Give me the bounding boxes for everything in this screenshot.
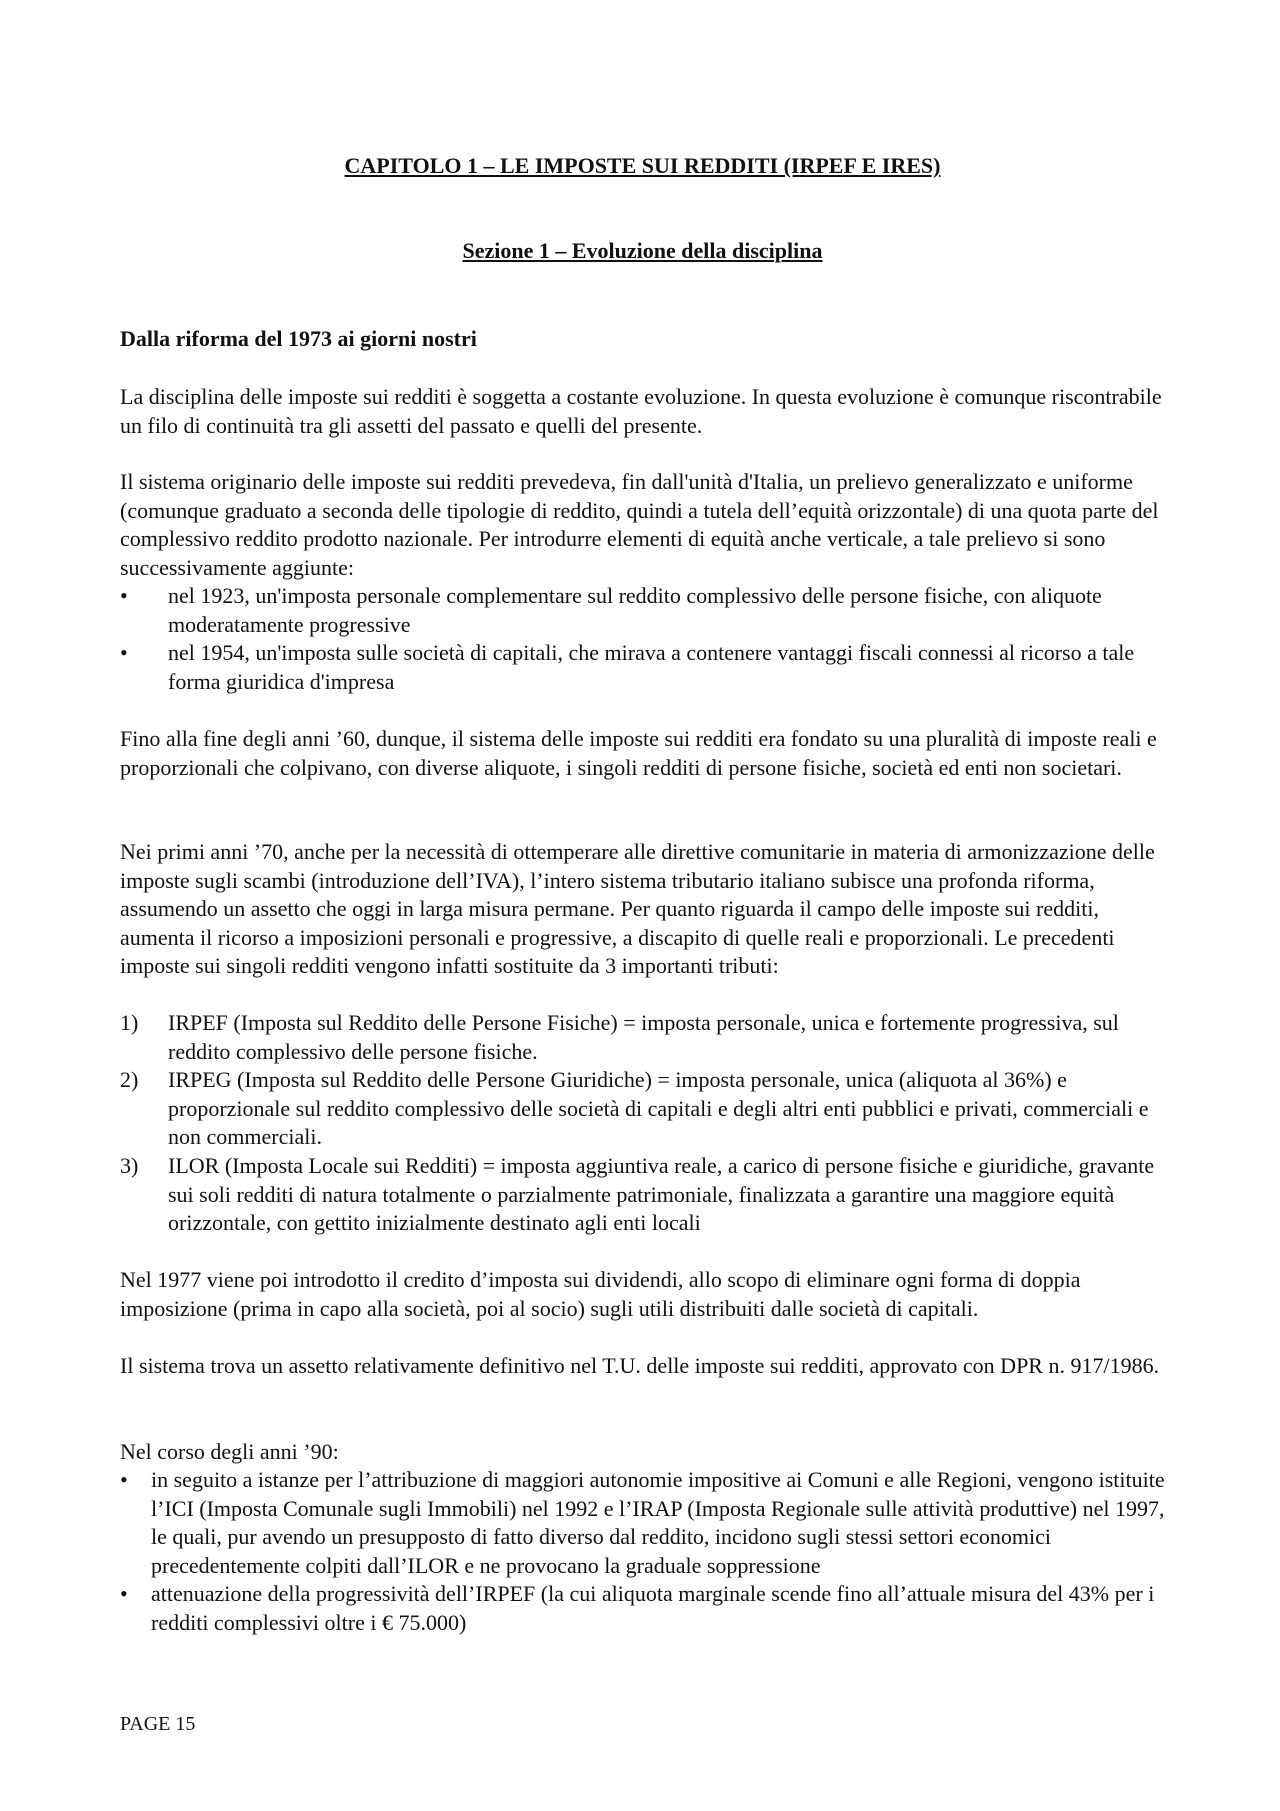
list-item-text: IRPEF (Imposta sul Reddito delle Persone Fisiche) = imposta personale, unica e fortemente progressiva, sul reddito complessivo delle persone fisiche. [168, 1010, 1119, 1064]
paragraph-4: Nei primi anni ’70, anche per la necessità di ottemperare alle direttive comunitarie in materia di armonizzazione delle imposte sugli scambi (introduzione dell’IVA), l’intero sistema tributario italiano subisce una profonda riforma, assumendo un assetto che oggi in larga misura permane. Per quanto riguarda il campo delle imposte sui redditi, aumenta il ricorso a imposizioni personali e progressive, a discapito di quelle reali e proporzionali. Le precedenti imposte sui singoli redditi vengono infatti sostituite da 3 importanti tributi: [120, 839, 1155, 979]
paragraph-7: Nel corso degli anni ’90: [120, 1439, 339, 1464]
bullet-marker: • [120, 1467, 128, 1492]
list-item-text: attenuazione della progressività dell’IRPEF (la cui aliquota marginale scende fino all’attuale misura del 43% per i redditi complessivi oltre i € 75.000) [151, 1581, 1155, 1635]
subsection-title: Dalla riforma del 1973 ai giorni nostri [120, 326, 477, 351]
list-item-text: nel 1923, un'imposta personale complementare sul reddito complessivo delle persone fisiche, con aliquote moderatamente progressive [168, 583, 1102, 637]
bullet-list-2 [120, 1466, 1165, 1638]
bullet-marker: • [120, 640, 128, 666]
list-item [120, 639, 1165, 696]
list-item-text: in seguito a istanze per l’attribuzione di maggiori autonomie impositive ai Comuni e alle Regioni, vengono istituite l’ICI (Imposta Comunale sugli Immobili) nel 1992 e l’IRAP (Imposta Regionale sulle attività produttive) nel 1997, le quali, pur avendo un presupposto di fatto diverso dal reddito, incidono sugli stessi settori economici precedentemente colpiti dall’ILOR e ne provocano la graduale soppressione [151, 1467, 1165, 1578]
section-title: Sezione 1 – Evoluzione della disciplina [462, 238, 823, 263]
list-item [120, 1466, 1165, 1580]
bullet-marker: • [120, 583, 128, 608]
chapter-title: CAPITOLO 1 – LE IMPOSTE SUI REDDITI (IRPEF E IRES) [344, 153, 941, 178]
list-item [120, 1580, 1165, 1637]
bullet-list-1 [120, 582, 1165, 696]
list-item [120, 582, 1165, 639]
page-number-footer: PAGE 15 [120, 1713, 196, 1735]
list-item-text: IRPEG (Imposta sul Reddito delle Persone Giuridiche) = imposta personale, unica (aliquota al 36%) e proporzionale sul reddito complessivo delle società di capitali e degli altri enti pubblici e privati, commerciali e non commerciali. [168, 1067, 1149, 1150]
bullet-marker: • [120, 1581, 128, 1607]
number-marker: 1) [120, 1010, 139, 1035]
list-item-text: nel 1954, un'imposta sulle società di capitali, che mirava a contenere vantaggi fiscali connessi al ricorso a tale forma giuridica d'impresa [168, 640, 1135, 694]
list-item [120, 1009, 1165, 1066]
list-item-text: ILOR (Imposta Locale sui Redditi) = imposta aggiuntiva reale, a carico di persone fisiche e giuridiche, gravante sui soli redditi di natura totalmente o parzialmente patrimoniale, finalizzata a garantire una maggiore equità orizzontale, con gettito inizialmente destinato agli enti locali [168, 1152, 1155, 1236]
paragraph-3: Fino alla fine degli anni ’60, dunque, il sistema delle imposte sui redditi era fondato su una pluralità di imposte reali e proporzionali che colpivano, con diverse aliquote, i singoli redditi di persone fisiche, società ed enti non societari. [120, 726, 1157, 780]
paragraph-5: Nel 1977 viene poi introdotto il credito d’imposta sui dividendi, allo scopo di eliminare ogni forma di doppia imposizione (prima in capo alla società, poi al socio) sugli utili distribuiti dalle società di capitali. [120, 1267, 1081, 1321]
paragraph-6: Il sistema trova un assetto relativamente definitivo nel T.U. delle imposte sui redditi, approvato con DPR n. 917/1986. [120, 1353, 1160, 1378]
number-marker: 2) [120, 1067, 139, 1093]
number-marker: 3) [120, 1152, 139, 1178]
list-item [120, 1152, 1165, 1238]
list-item [120, 1066, 1165, 1152]
numbered-list [120, 1009, 1165, 1238]
paragraph-1: La disciplina delle imposte sui redditi è soggetta a costante evoluzione. In questa evoluzione è comunque riscontrabile un filo di continuità tra gli assetti del passato e quelli del presente. [120, 384, 1162, 438]
paragraph-2: Il sistema originario delle imposte sui redditi prevedeva, fin dall'unità d'Italia, un prelievo generalizzato e uniforme (comunque graduato a seconda delle tipologie di reddito, quindi a tutela dell’equità orizzontale) di una quota parte del complessivo reddito prodotto nazionale. Per introdurre elementi di equità anche verticale, a tale prelievo si sono successivamente aggiunte: [120, 469, 1159, 580]
